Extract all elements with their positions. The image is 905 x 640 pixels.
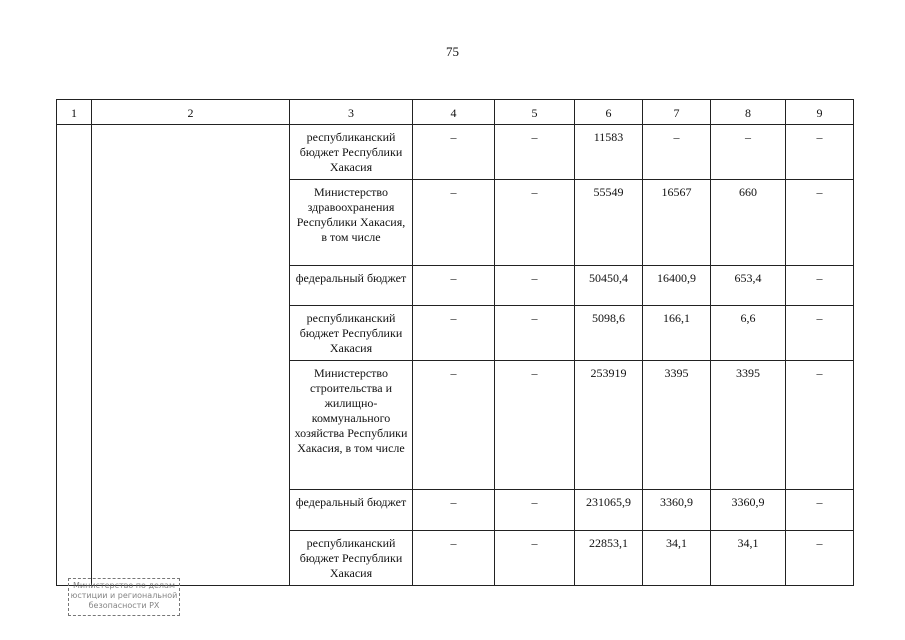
table-cell: 34,1 [643, 531, 711, 586]
table-cell: – [786, 125, 854, 180]
table-cell: 660 [711, 180, 786, 266]
row-name-cell: Министерство строительства и жилищно-коммунального хозяйства Республики Хакасия, в том числе [290, 361, 413, 490]
table-cell: 5098,6 [575, 306, 643, 361]
table-cell: – [786, 180, 854, 266]
cell-col2-blank [92, 125, 290, 586]
table-cell: – [786, 531, 854, 586]
table-cell: 34,1 [711, 531, 786, 586]
stamp-line: юстиции и региональной [70, 591, 178, 600]
column-header: 7 [643, 100, 711, 125]
row-name-cell: республиканский бюджет Республики Хакасия [290, 125, 413, 180]
table-cell: – [495, 125, 575, 180]
table-cell: 55549 [575, 180, 643, 266]
table-cell: – [413, 266, 495, 306]
table-cell: – [495, 531, 575, 586]
table-cell: 6,6 [711, 306, 786, 361]
column-header: 4 [413, 100, 495, 125]
table-cell: 16400,9 [643, 266, 711, 306]
stamp-line: безопасности РХ [88, 601, 160, 610]
column-header: 5 [495, 100, 575, 125]
cell-col1-blank [57, 125, 92, 586]
registration-stamp [68, 578, 180, 616]
table-cell: – [413, 490, 495, 531]
table-cell: 231065,9 [575, 490, 643, 531]
column-header: 9 [786, 100, 854, 125]
column-header: 2 [92, 100, 290, 125]
table-cell: – [643, 125, 711, 180]
table-cell: – [786, 490, 854, 531]
table-cell: – [786, 361, 854, 490]
table-cell: 253919 [575, 361, 643, 490]
table-cell: – [495, 306, 575, 361]
table-row [57, 125, 854, 180]
table-cell: – [711, 125, 786, 180]
stamp-line: Министерство по делам [73, 581, 175, 590]
table-cell: 50450,4 [575, 266, 643, 306]
column-header: 1 [57, 100, 92, 125]
table-cell: – [495, 180, 575, 266]
row-name-cell: федеральный бюджет [290, 490, 413, 531]
table-cell: 166,1 [643, 306, 711, 361]
table-cell: 3360,9 [711, 490, 786, 531]
table-cell: 11583 [575, 125, 643, 180]
table-cell: 22853,1 [575, 531, 643, 586]
table-cell: 3360,9 [643, 490, 711, 531]
table-cell: – [413, 180, 495, 266]
row-name-cell: республиканский бюджет Республики Хакасия [290, 531, 413, 586]
table-cell: – [786, 266, 854, 306]
table-cell: 653,4 [711, 266, 786, 306]
column-header: 6 [575, 100, 643, 125]
page-number: 75 [446, 44, 459, 59]
table-cell: – [413, 531, 495, 586]
budget-table [56, 99, 854, 586]
table-cell: – [495, 361, 575, 490]
table-cell: – [413, 361, 495, 490]
row-name-cell: республиканский бюджет Республики Хакасия [290, 306, 413, 361]
table-cell: – [495, 266, 575, 306]
row-name-cell: Министерство здравоохранения Республики Хакасия, в том числе [290, 180, 413, 266]
table-cell: – [413, 125, 495, 180]
table-cell: 16567 [643, 180, 711, 266]
table-cell: 3395 [711, 361, 786, 490]
column-header: 8 [711, 100, 786, 125]
table-cell: – [413, 306, 495, 361]
table-cell: – [495, 490, 575, 531]
table-cell: – [786, 306, 854, 361]
header-row [57, 100, 854, 125]
table-cell: 3395 [643, 361, 711, 490]
row-name-cell: федеральный бюджет [290, 266, 413, 306]
column-header: 3 [290, 100, 413, 125]
